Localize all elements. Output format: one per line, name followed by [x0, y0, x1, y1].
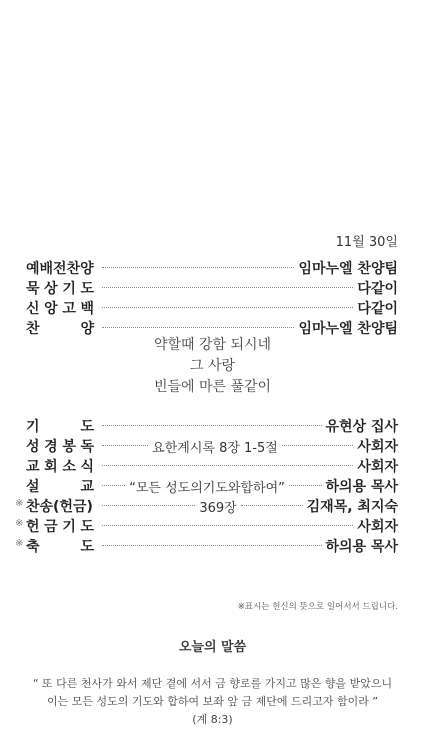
dotted-leader [102, 445, 148, 446]
dotted-leader [102, 485, 125, 486]
order-label-char: 신 [26, 301, 40, 317]
order-detail: 요한계시록 8장 1-5절 [152, 441, 278, 456]
order-row [0, 496, 425, 514]
lyric-line: 그 사랑 [189, 358, 236, 374]
order-value: 사회자 [357, 459, 398, 475]
order-label-char: 도 [80, 539, 94, 555]
standing-mark: ※ [15, 538, 24, 549]
dotted-leader [102, 307, 353, 308]
standing-note: ※표시는 헌신의 뜻으로 일어서서 드립니다. [237, 602, 398, 612]
order-label-char: 소 [62, 459, 76, 475]
order-value: 사회자 [357, 519, 398, 535]
order-value: 김재목, 최지숙 [306, 499, 398, 515]
order-label-char: 양 [80, 321, 94, 337]
order-label [26, 456, 94, 476]
scripture-verse [0, 675, 425, 729]
dotted-leader [102, 327, 294, 328]
order-value: 유현상 집사 [325, 419, 398, 435]
verse-line: 이는 모든 성도의 기도와 합하여 보좌 앞 금 제단에 드리고자 함이라 ” [46, 695, 379, 708]
order-label-char: 도 [80, 419, 94, 435]
order-label-char: 봉 [62, 439, 76, 455]
order-row [0, 516, 425, 534]
order-row [0, 416, 425, 434]
order-detail: “모든 성도의기도와합하여” [129, 481, 285, 496]
order-row [0, 536, 425, 554]
order-label-char: 독 [80, 439, 94, 455]
order-row [0, 318, 425, 336]
order-value: 사회자 [357, 439, 398, 455]
order-row [0, 476, 425, 494]
order-label [26, 536, 94, 556]
dotted-leader [102, 525, 353, 526]
order-row [0, 436, 425, 454]
dotted-leader [102, 287, 353, 288]
order-label-char: 고 [62, 301, 76, 317]
todays-word-title: 오늘의 말씀 [178, 640, 247, 655]
order-label-char: 식 [80, 459, 94, 475]
lyric-line: 약할때 강함 되시네 [153, 337, 272, 353]
order-value: 다같이 [357, 301, 398, 317]
service-date: 11월 30일 [335, 235, 398, 250]
order-label-char: 기 [62, 519, 76, 535]
order-label-char: 찬 [26, 321, 40, 337]
order-label-char: 기 [62, 281, 76, 297]
order-value: 다같이 [357, 281, 398, 297]
order-value: 임마누엘 찬양팀 [298, 261, 398, 277]
verse-line: “ 또 다른 천사가 와서 제단 곁에 서서 금 향로를 가지고 많은 향을 받았으니 [32, 677, 393, 690]
order-label-char: 도 [80, 519, 94, 535]
order-label-char: 백 [80, 301, 94, 317]
order-label-char: 도 [80, 281, 94, 297]
order-label-char: 회 [44, 459, 58, 475]
order-label [26, 258, 94, 278]
order-label-char: 금 [44, 519, 58, 535]
dotted-leader [102, 267, 294, 268]
order-value: 임마누엘 찬양팀 [298, 321, 398, 337]
order-label [26, 436, 94, 456]
order-label-char: 찬송(헌금) [26, 499, 93, 515]
order-value: 하의용 목사 [325, 479, 398, 495]
order-row [0, 456, 425, 474]
standing-mark: ※ [15, 498, 24, 509]
order-label-char: 교 [26, 459, 40, 475]
order-label-char: 경 [44, 439, 58, 455]
order-label-char: 성 [26, 439, 40, 455]
standing-mark: ※ [15, 518, 24, 529]
dotted-leader [102, 545, 322, 546]
lyric-line: 빈들에 마른 풀같이 [153, 379, 272, 395]
order-label [26, 516, 94, 536]
dotted-leader [289, 485, 322, 486]
order-value: 하의용 목사 [325, 539, 398, 555]
order-label-char: 축 [26, 539, 40, 555]
order-row [0, 298, 425, 316]
dotted-leader [102, 465, 353, 466]
dotted-leader [102, 505, 195, 506]
order-row [0, 258, 425, 276]
order-label [26, 278, 94, 298]
order-detail: 369장 [199, 501, 237, 516]
order-label-char: 예배전찬양 [26, 261, 94, 277]
order-label [26, 416, 94, 436]
order-label [26, 476, 94, 496]
order-label-char: 교 [80, 479, 94, 495]
dotted-leader [282, 445, 354, 446]
dotted-leader [241, 505, 303, 506]
verse-reference: (계 8:3) [192, 713, 233, 726]
praise-lyrics [0, 335, 425, 398]
order-label-char: 상 [44, 281, 58, 297]
order-label [26, 496, 94, 516]
order-label-char: 기 [26, 419, 40, 435]
order-label-char: 헌 [26, 519, 40, 535]
order-label-char: 앙 [44, 301, 58, 317]
order-label [26, 298, 94, 318]
order-row [0, 278, 425, 296]
order-label-char: 설 [26, 479, 40, 495]
dotted-leader [102, 425, 322, 426]
order-label-char: 묵 [26, 281, 40, 297]
